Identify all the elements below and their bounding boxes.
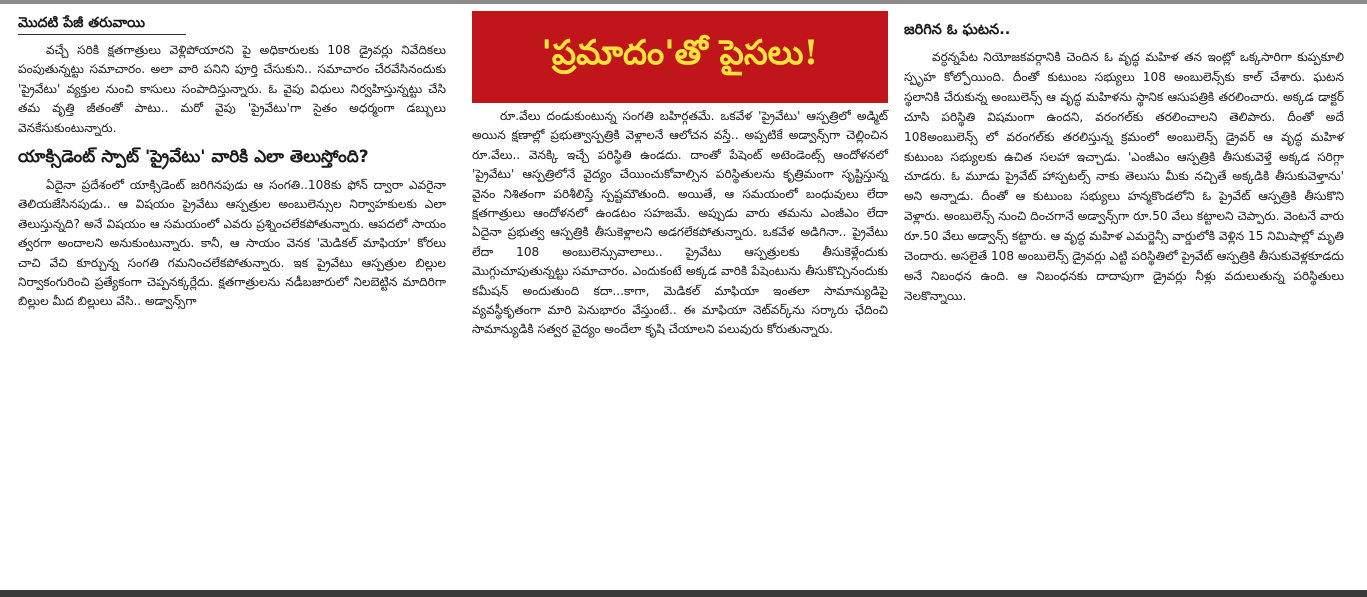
column-3 xyxy=(904,10,1344,307)
headline-banner xyxy=(472,11,888,103)
column-1-paragraph-1: వచ్చే సరికి క్షతగాత్రులు వెళ్లిపోయారని పై అధికారులకు 108 డ్రైవర్లు నివేదికలు పంపుతున్నట్టు సమాచారం. అలా వారి పనిని పూర్తి చేసుకుని.. సమాచారం చేరవేసినందుకు 'ప్రైవేటు' వ్యక్తుల నుంచి కాసులు సంపాదిస్తున్నారు. ఓ వైపు విధులు నిర్వహిస్తున్నట్టు చేసి తమ వృత్తి జీతంతో పాటు.. మరో వైపు 'ప్రైవేటు'గా సైతం అధర్మంగా డబ్బులు వెనకేసుకుంటున్నారు. xyxy=(18,43,446,135)
column-1 xyxy=(18,10,446,312)
bottom-rule xyxy=(0,590,1367,597)
headline-text: 'ప్రమాదం'తో పైసలు! xyxy=(541,33,819,73)
column-2-paragraph: రూ.వేలు దండుకుంటున్న సంగతి బహిర్గతమే. ఒకవేళ 'ప్రైవేటు' ఆస్పత్రిలో అడ్మిట్ అయిన క్షణాల్లో ప్రభుత్వాస్పత్రికి వెళ్లాలనే ఆలోచన వస్తే.. అప్పటికే అడ్వాన్స్‌గా చెల్లించిన రూ.వేలు.. వెనక్కి ఇచ్చే పరిస్థితి ఉండదు. దాంతో పేషెంట్ అటెండెంట్స్ ఆందోళనలో 'ప్రైవేటు' ఆస్పత్రిలోనే వైద్యం చేయించుకోవాల్సిన పరిస్థితులను కృత్రిమంగా సృష్టిస్తున్న వైనం నిశితంగా పరిశీలిస్తే స్పష్టమౌతుంది. అయితే, ఆ సమయంలో బంధువులు లేదా క్షతగాత్రులు ఆందోళనలో ఉండటం సహజమే. అప్పుడు వారు తమను ఎంజీఎం లేదా ఏదైనా ప్రభుత్వ ఆస్పత్రికి తీసుకెళ్లాలని అడగలేకపోతున్నారు. ఒకవేళ అడిగినా.. ప్రైవేటు లేదా 108 అంబులెన్సువాలాలు.. ప్రైవేటు ఆస్పత్రులకు తీసుకెళ్లేందుకు మొగ్గుచూపుతున్నట్టు సమాచారం. ఎందుకంటే అక్కడ వారికి పేషెంటును తీసుకొచ్చినందుకు కమీషన్ అందుతుంది కదా...కాగా, మెడికల్ మాఫియా ఇంతలా సామాన్యుడిపై వ్యవస్థీకృతంగా మారి పెనుభారం వేస్తుంటే.. ఈ మాఫియా నెట్‌వర్క్‌ను సర్కారు ఛేదించి సామాన్యుడికి సత్వర వైద్యం అందేలా కృషి చేయాలని పలువురు కోరుతున్నారు. xyxy=(472,109,888,337)
column-1-subheading: యాక్సిడెంట్ స్పాట్ 'ప్రైవేటు' వారికి ఎలా తెలుస్తోంది? xyxy=(18,147,369,168)
column-1-paragraph-2: ఏదైనా ప్రదేశంలో యాక్సిడెంట్ జరిగినపుడు ఆ సంగతి..108కు ఫోన్ ద్వారా ఎవరైనా తెలియజేసినపుడు.. ఆ విషయం ప్రైవేటు ఆస్పత్రుల అంబులెన్సుల నిర్వాహకులకు ఎలా తెలుస్తున్నది? అనే విషయం ఆ సమయంలో ఎవరు ప్రశ్నించలేకపోతున్నారు. ఆపదలో సాయం త్వరగా అందాలని అనుకుంటున్నారు. కానీ, ఆ సాయం వెనక 'మెడికల్ మాఫియా' కోరలు చాచి వేచి కూర్చున్న సంగతి గమనించలేకపోతున్నారు. ఇక ప్రైవేటు ఆస్పత్రుల బిల్లుల నిర్వాకంగురించి ప్రత్యేకంగా చెప్పనక్కర్లేదు. క్షతగాత్రులను నడీబజారులో నిలబెట్టిన మాదిరిగా బిల్లుల మీద బిల్లులు వేసి.. అడ్వాన్స్‌గా xyxy=(18,178,446,309)
column-3-paragraph: వర్ధన్నపేట నియోజకవర్గానికి చెందిన ఓ వృద్ధ మహిళ తన ఇంట్లో ఒక్కసారిగా కుప్పకూలి స్పృహ కోల్పోయింది. దీంతో కుటుంబ సభ్యులు 108 అంబులెన్స్‌కు కాల్ చేశారు. ఘటన స్థలానికి చేరుకున్న అంబులెన్స్ ఆ వృద్ధ మహిళను స్థానిక ఆసుపత్రికి తరలించారు. అక్కడ డాక్టర్ చూసి పరిస్థితి విషమంగా ఉందని, వరంగల్‌కు తరలించాలని తెలిపారు. దీంతో అదే 108అంబులెన్స్ లో వరంగల్‌కు తరలిస్తున్న క్రమంలో అంబులెన్స్ డ్రైవర్ ఆ వృద్ధ మహిళ కుటుంబ సభ్యులకు ఉచిత సలహా ఇచ్చాడు. 'ఎంజీఎం ఆస్పత్రికి తీసుకువెళ్తే అక్కడ సరిగ్గా చూడరు. ఓ మూడు ప్రైవేట్ హాస్పటల్స్ నాకు తెలుసు మీకు నచ్చితే అక్కడికి తీసుకువెళ్తాను' అని అన్నాడు. దీంతో ఆ కుటుంబ సభ్యులు హన్మకొండలోని ఓ ప్రైవేట్ ఆస్పత్రికి తీసుకొని వెళ్లారు. అంబులెన్స్ నుంచి దించగానే అడ్వాన్స్‌గా రూ.50 వేలు కట్టాలని చెప్పారు. వెంటనే వారు రూ.50 వేలు అడ్వాన్స్ కట్టారు. ఆ వృద్ధ మహిళ ఎమర్జెన్సీ వార్డులోకి వెళ్లిన 15 నిమిషాల్లో మృతి చెందారు. అసలైతే 108 అంబులెన్స్ డ్రైవర్లు ఎట్టి పరిస్థితిలో ప్రైవేట్ ఆస్పత్రికి తీసుకువెళ్లకూడదు అనే నిబంధన ఉంది. ఆ నిబంధనకు దాదాపుగా డ్రైవర్లు నీళ్లు వదులుతున్న పరిస్థితులు నెలకొన్నాయి. xyxy=(904,50,1344,303)
column-2 xyxy=(472,10,888,340)
continuation-kicker: మొదటి పేజీ తరువాయి xyxy=(18,10,186,35)
column-3-heading: జరిగిన ఓ ఘటన.. xyxy=(904,22,1011,38)
top-rule xyxy=(0,0,1367,4)
